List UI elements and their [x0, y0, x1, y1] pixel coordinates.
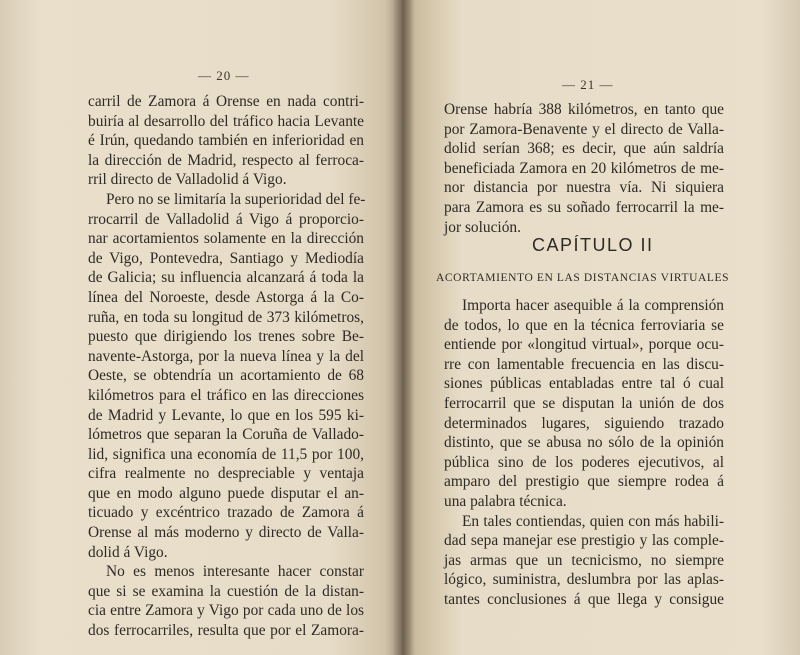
- right-page-text-bottom: [444, 296, 724, 610]
- right-page-number: — 21 —: [562, 77, 614, 92]
- text-line: tantes conclusiones á que llega y consigue: [444, 590, 724, 608]
- right-page: [402, 0, 800, 655]
- text-line: puesto que dirigiendo los trenes sobre Be-: [88, 328, 364, 346]
- text-line: lómetros que separan la Coruña de Vallado-: [88, 426, 364, 444]
- text-line: de Madrid y Levante, lo que en los 595 ki-: [88, 406, 364, 424]
- text-line: lid, significa una economía de 11,5 por 100,: [88, 445, 364, 463]
- right-page-text-top: [444, 100, 724, 237]
- text-line: amparo del prestigio que siempre rodea á: [444, 473, 724, 491]
- text-line: dolid serían 368; es decir, que aún saldría: [444, 140, 724, 158]
- text-line: rre con lamentable frecuencia en las discu-: [444, 355, 724, 373]
- text-line: Orense al más moderno y directo de Valla-: [88, 524, 364, 542]
- text-line: En tales contiendas, quien con más habili-: [462, 512, 724, 530]
- text-line: ticuado y excéntrico trazado de Zamora á: [88, 504, 364, 522]
- text-line: cia entre Zamora y Vigo por cada uno de los: [88, 602, 364, 620]
- text-line: la dirección de Madrid, respecto al ferroca-: [88, 151, 364, 169]
- text-line: para Zamora es su soñado ferrocarril la me-: [444, 198, 724, 216]
- text-line: cifra realmente no despreciable y ventaja: [88, 465, 364, 483]
- text-line: determinados lugares, siguiendo trazado: [444, 414, 724, 432]
- text-line: de Vigo, Pontevedra, Santiago y Mediodía: [88, 249, 364, 267]
- section-heading: ACORTAMIENTO EN LAS DISTANCIAS VIRTUALES: [436, 272, 730, 284]
- text-line: por Zamora-Benavente y el directo de Valla-: [444, 120, 724, 138]
- text-line: entiende por «longitud virtual», porque ocu-: [444, 336, 724, 354]
- text-line: nar acortamientos solamente en la dirección: [88, 230, 364, 248]
- text-line: ruña, en toda su longitud de 373 kilómetros,: [88, 308, 364, 326]
- text-line: dad sepa manejar ese prestigio y las comple-: [444, 532, 724, 550]
- text-line: carril de Zamora á Orense en nada contri-: [88, 93, 364, 110]
- book-gutter: [392, 0, 414, 655]
- left-page-number: — 20 —: [198, 68, 250, 83]
- text-line: No es menos interesante hacer constar: [106, 563, 364, 581]
- text-line: distinto, que se abusa no sólo de la opinión: [444, 434, 724, 452]
- text-line: jas armas que un tecnicismo, no siempre: [444, 551, 724, 569]
- text-line: dolid á Vigo.: [88, 543, 168, 561]
- text-line: kilómetros para el tráfico en las direcciones: [88, 386, 364, 404]
- text-line: rrocarril de Valladolid á Vigo á proporcio-: [88, 210, 364, 228]
- text-line: que si se examina la cuestión de la distan-: [88, 582, 364, 600]
- chapter-heading: CAPÍTULO II: [532, 235, 654, 255]
- text-line: pública sino de los poderes ejecutivos, al: [444, 453, 724, 471]
- text-line: una palabra técnica.: [444, 492, 567, 510]
- text-line: Oeste, se obtendría un acortamiento de 68: [88, 367, 364, 385]
- text-line: Importa hacer asequible á la comprensión: [462, 297, 724, 314]
- text-line: siones públicas entabladas entre tal ó cual: [444, 375, 724, 393]
- text-line: de todos, lo que en la técnica ferroviaria se: [444, 316, 724, 334]
- text-line: é Irún, quedando también en inferioridad en: [88, 132, 364, 150]
- text-line: Orense habría 388 kilómetros, en tanto que: [444, 101, 724, 118]
- left-page-text: [88, 92, 364, 641]
- text-line: de Galicia; su influencia alcanzará á toda la: [88, 269, 364, 287]
- text-line: Pero no se limitaría la superioridad del fe-: [106, 190, 366, 208]
- text-line: rril directo de Valladolid á Vigo.: [88, 171, 287, 189]
- text-line: buiría al desarrollo del tráfico hacia Levante: [88, 112, 364, 130]
- text-line: línea del Noroeste, desde Astorga á la Co-: [88, 288, 364, 306]
- text-line: nor distancia por nuestra vía. Ni siquiera: [444, 179, 724, 197]
- text-line: beneficiada Zamora en 20 kilómetros de me-: [444, 159, 724, 177]
- text-line: lógico, suministra, deslumbra por las aplas-: [444, 571, 724, 589]
- text-line: navente-Astorga, por la nueva línea y la del: [88, 347, 364, 365]
- text-line: que en modo alguno puede disputar el an-: [88, 484, 364, 502]
- text-line: jor solución.: [444, 218, 521, 236]
- text-line: dos ferrocarriles, resulta que por el Zamora-: [88, 622, 364, 640]
- text-line: ferrocarril que se disputan la unión de dos: [444, 394, 724, 412]
